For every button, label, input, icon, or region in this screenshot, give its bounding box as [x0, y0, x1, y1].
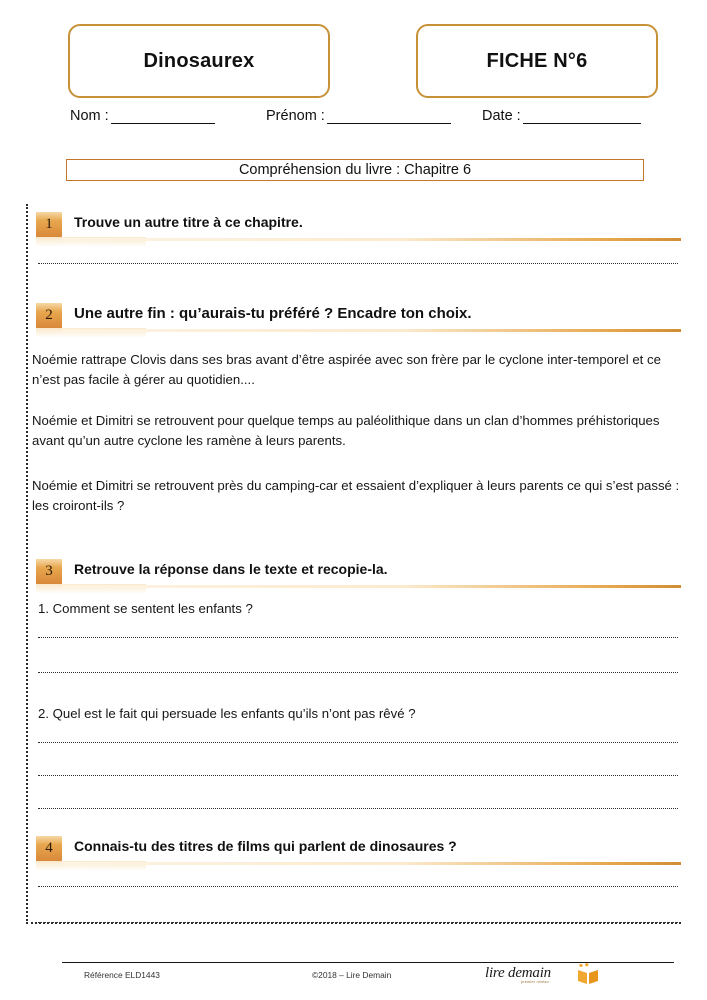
- logo-tagline: premier niveau: [521, 980, 549, 984]
- answer-line[interactable]: [38, 672, 678, 673]
- page-frame-left-border: [26, 204, 28, 924]
- sheet-number-box: [416, 24, 658, 98]
- nom-input-rule[interactable]: [111, 110, 215, 124]
- answer-line[interactable]: [38, 808, 678, 809]
- exercise-1-number: 1: [36, 212, 62, 237]
- exercise-2: [36, 303, 681, 331]
- answer-line[interactable]: [38, 775, 678, 776]
- logo-text: lire demain: [485, 965, 551, 981]
- sheet-number: FICHE N°6: [486, 49, 588, 72]
- nom-field[interactable]: [70, 108, 215, 124]
- book-title-box: [68, 24, 330, 98]
- answer-line[interactable]: [38, 263, 678, 264]
- open-book-icon: [575, 963, 601, 985]
- exercise-4-header: [36, 836, 681, 864]
- date-input-rule[interactable]: [523, 110, 641, 124]
- exercise-3-underline: [62, 585, 681, 588]
- date-label: Date :: [482, 108, 521, 124]
- exercise-3: [36, 559, 681, 587]
- exercise-2-option-2[interactable]: Noémie et Dimitri se retrouvent pour quelque temps au paléolithique dans un clan d’hommes préhistoriques avant qu’un autre cyclone les ramène à leurs parents.: [32, 413, 660, 448]
- exercise-1-title: Trouve un autre titre à ce chapitre.: [74, 214, 303, 230]
- prenom-label: Prénom :: [266, 108, 325, 124]
- footer: [62, 967, 677, 999]
- exercise-2-option-3[interactable]: Noémie et Dimitri se retrouvent près du camping-car et essaient d’expliquer à leurs parents ce qui s’est passé : les croiront-ils ?: [32, 478, 680, 513]
- exercise-2-underline: [62, 329, 681, 332]
- exercise-3-number: 3: [36, 559, 62, 584]
- exercise-4: [36, 836, 681, 864]
- header-title-boxes: [68, 24, 658, 98]
- exercise-3-question-2: 2. Quel est le fait qui persuade les enfants qu’ils n’ont pas rêvé ?: [38, 706, 416, 721]
- answer-line[interactable]: [38, 886, 678, 887]
- prenom-field[interactable]: [266, 108, 451, 124]
- reference-code: Référence ELD1443: [84, 970, 160, 980]
- exercise-2-number: 2: [36, 303, 62, 328]
- exercise-4-title: Connais-tu des titres de films qui parlent de dinosaures ?: [74, 838, 457, 854]
- answer-line[interactable]: [38, 637, 678, 638]
- identity-line: [70, 108, 670, 132]
- exercise-3-header: [36, 559, 681, 587]
- exercise-3-question-1: 1. Comment se sentent les enfants ?: [38, 601, 253, 616]
- book-title: Dinosaurex: [143, 49, 255, 72]
- subtitle-text: Compréhension du livre : Chapitre 6: [238, 162, 472, 178]
- copyright-text: ©2018 – Lire Demain: [312, 970, 392, 980]
- exercise-4-number: 4: [36, 836, 62, 861]
- exercise-2-option-1[interactable]: Noémie rattrape Clovis dans ses bras avant d’être aspirée avec son frère par le cyclone inter-temporel et ce n’est pas facile à gérer au quotidien....: [32, 352, 661, 387]
- prenom-input-rule[interactable]: [327, 110, 451, 124]
- nom-label: Nom :: [70, 108, 109, 124]
- exercise-1: [36, 212, 681, 240]
- exercise-2-header: [36, 303, 681, 331]
- answer-line[interactable]: [38, 742, 678, 743]
- exercise-3-title: Retrouve la réponse dans le texte et recopie-la.: [74, 561, 388, 577]
- date-field[interactable]: [482, 108, 641, 124]
- exercise-1-header: [36, 212, 681, 240]
- exercise-2-title: Une autre fin : qu’aurais-tu préféré ? Encadre ton choix.: [74, 305, 472, 322]
- answer-line[interactable]: [38, 922, 678, 923]
- subtitle-bar: [66, 159, 644, 181]
- exercise-1-underline: [62, 238, 681, 241]
- exercise-4-underline: [62, 862, 681, 865]
- publisher-logo: [485, 963, 605, 993]
